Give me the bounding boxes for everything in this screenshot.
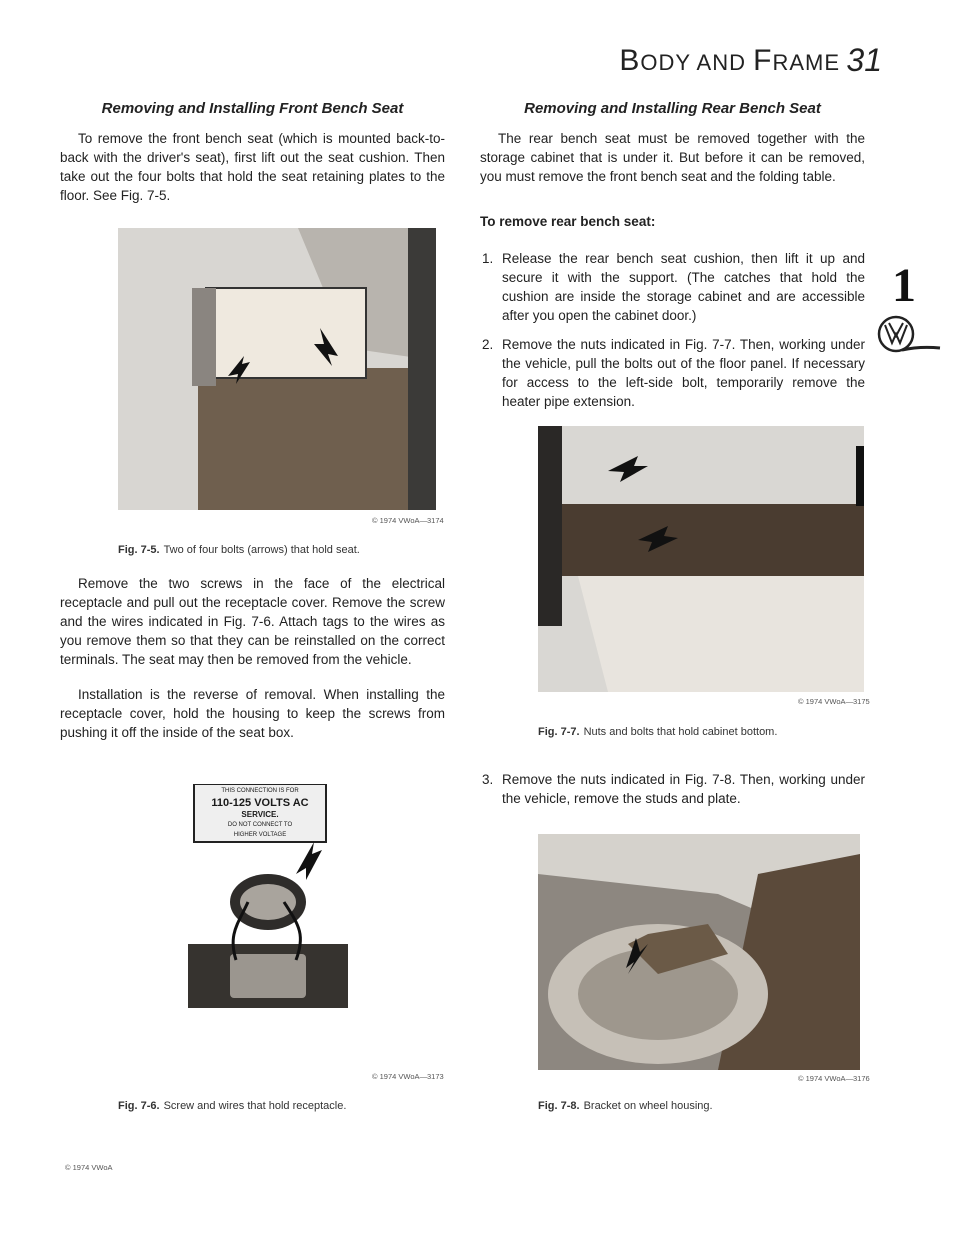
figure-label: Fig. 7-6. <box>118 1100 160 1112</box>
plate-line: THIS CONNECTION IS FOR <box>221 788 299 794</box>
figure-credit: © 1974 VWoA—3174 <box>372 516 444 525</box>
step-number: 1. <box>482 251 494 266</box>
page-footer-credit: © 1974 VWoA <box>65 1163 113 1172</box>
figure-label: Fig. 7-7. <box>538 726 580 738</box>
step-text: Release the rear bench seat cushion, then lift it up and secure it with the support. (The catches that hold the cushion are inside the storage cabinet and are accessible after you open the cabinet door.) <box>502 251 865 323</box>
paragraph: The rear bench seat must be removed together with the storage cabinet that is under it. But before it can be removed, you must remove the front bench seat and the folding table. <box>480 131 865 184</box>
procedure-step <box>480 335 865 411</box>
seat-bolts-illustration <box>118 228 436 510</box>
step-number: 2. <box>482 337 494 352</box>
procedure-step <box>480 249 865 325</box>
figure-7-5-photo <box>118 228 436 510</box>
paragraph: To remove the front bench seat (which is mounted back-to-back with the driver's seat), first lift out the seat cushion. Then take out the four bolts that hold the seat retaining plates to the floor. See Fig. 7-5. <box>60 131 445 203</box>
chapter-tab <box>872 259 944 365</box>
procedure-step <box>480 770 865 808</box>
page-number: 31 <box>846 42 882 78</box>
voltage-warning-plate <box>198 786 322 840</box>
figure-credit: © 1974 VWoA—3176 <box>798 1074 870 1083</box>
procedure-steps <box>480 770 865 808</box>
procedure-steps <box>480 249 865 411</box>
wheel-housing-bracket-illustration <box>538 834 860 1070</box>
chapter-number: 1 <box>892 259 916 312</box>
running-head-part: RAME <box>772 50 840 75</box>
section-heading-front-seat: Removing and Installing Front Bench Seat <box>101 100 404 117</box>
figure-label: Fig. 7-8. <box>538 1100 580 1112</box>
running-head-part: F <box>753 44 773 77</box>
figure-caption-text: Bracket on wheel housing. <box>583 1100 713 1112</box>
plate-line: DO NOT CONNECT TO <box>227 822 293 828</box>
left-column <box>60 100 445 205</box>
vw-logo-icon <box>872 310 942 360</box>
section-heading-rear-seat: Removing and Installing Rear Bench Seat <box>524 100 821 117</box>
figure-credit: © 1974 VWoA—3175 <box>798 697 870 706</box>
figure-caption <box>538 1100 713 1112</box>
figure-7-7-photo <box>538 426 864 692</box>
figure-7-6-photo <box>188 784 348 1008</box>
plate-line: HIGHER VOLTAGE <box>233 832 287 838</box>
plate-line: 110-125 VOLTS AC <box>211 797 309 809</box>
paragraph: Installation is the reverse of removal. When installing the receptacle cover, hold the housing to keep the screws from pushing it off the inside of the seat box. <box>60 687 445 740</box>
figure-caption-text: Two of four bolts (arrows) that hold seat. <box>163 544 360 556</box>
figure-7-8-photo <box>538 834 860 1070</box>
figure-caption <box>118 544 360 556</box>
right-column <box>480 100 865 411</box>
step-text: Remove the nuts indicated in Fig. 7-7. Then, working under the vehicle, pull the bolts out of the floor panel. If necessary for access to the left-side bolt, temporarily remove the heater pipe extension. <box>502 337 865 409</box>
left-column-lower <box>60 574 445 742</box>
figure-caption <box>538 726 777 738</box>
running-head-part: B <box>619 44 641 77</box>
cabinet-bottom-illustration <box>538 426 864 692</box>
figure-label: Fig. 7-5. <box>118 544 160 556</box>
paragraph: Remove the two screws in the face of the electrical receptacle and pull out the receptacle cover. Remove the screw and the wires indicated in Fig. 7-6. Attach tags to the wires as you remove them so that they can be reinstalled on the correct terminals. The seat may then be removed from the vehicle. <box>60 576 445 667</box>
plate-line: SERVICE. <box>241 810 279 819</box>
step-text: Remove the nuts indicated in Fig. 7-8. Then, working under the vehicle, remove the studs and plate. <box>502 772 865 806</box>
figure-caption <box>118 1100 346 1112</box>
step-number: 3. <box>482 772 494 787</box>
right-column-lower <box>480 770 865 808</box>
figure-caption-text: Screw and wires that hold receptacle. <box>163 1100 347 1112</box>
procedure-label: To remove rear bench seat: <box>480 214 656 229</box>
figure-caption-text: Nuts and bolts that hold cabinet bottom. <box>583 726 778 738</box>
running-head-part: ODY AND <box>640 50 754 75</box>
running-head <box>619 44 840 78</box>
figure-credit: © 1974 VWoA—3173 <box>372 1072 444 1081</box>
